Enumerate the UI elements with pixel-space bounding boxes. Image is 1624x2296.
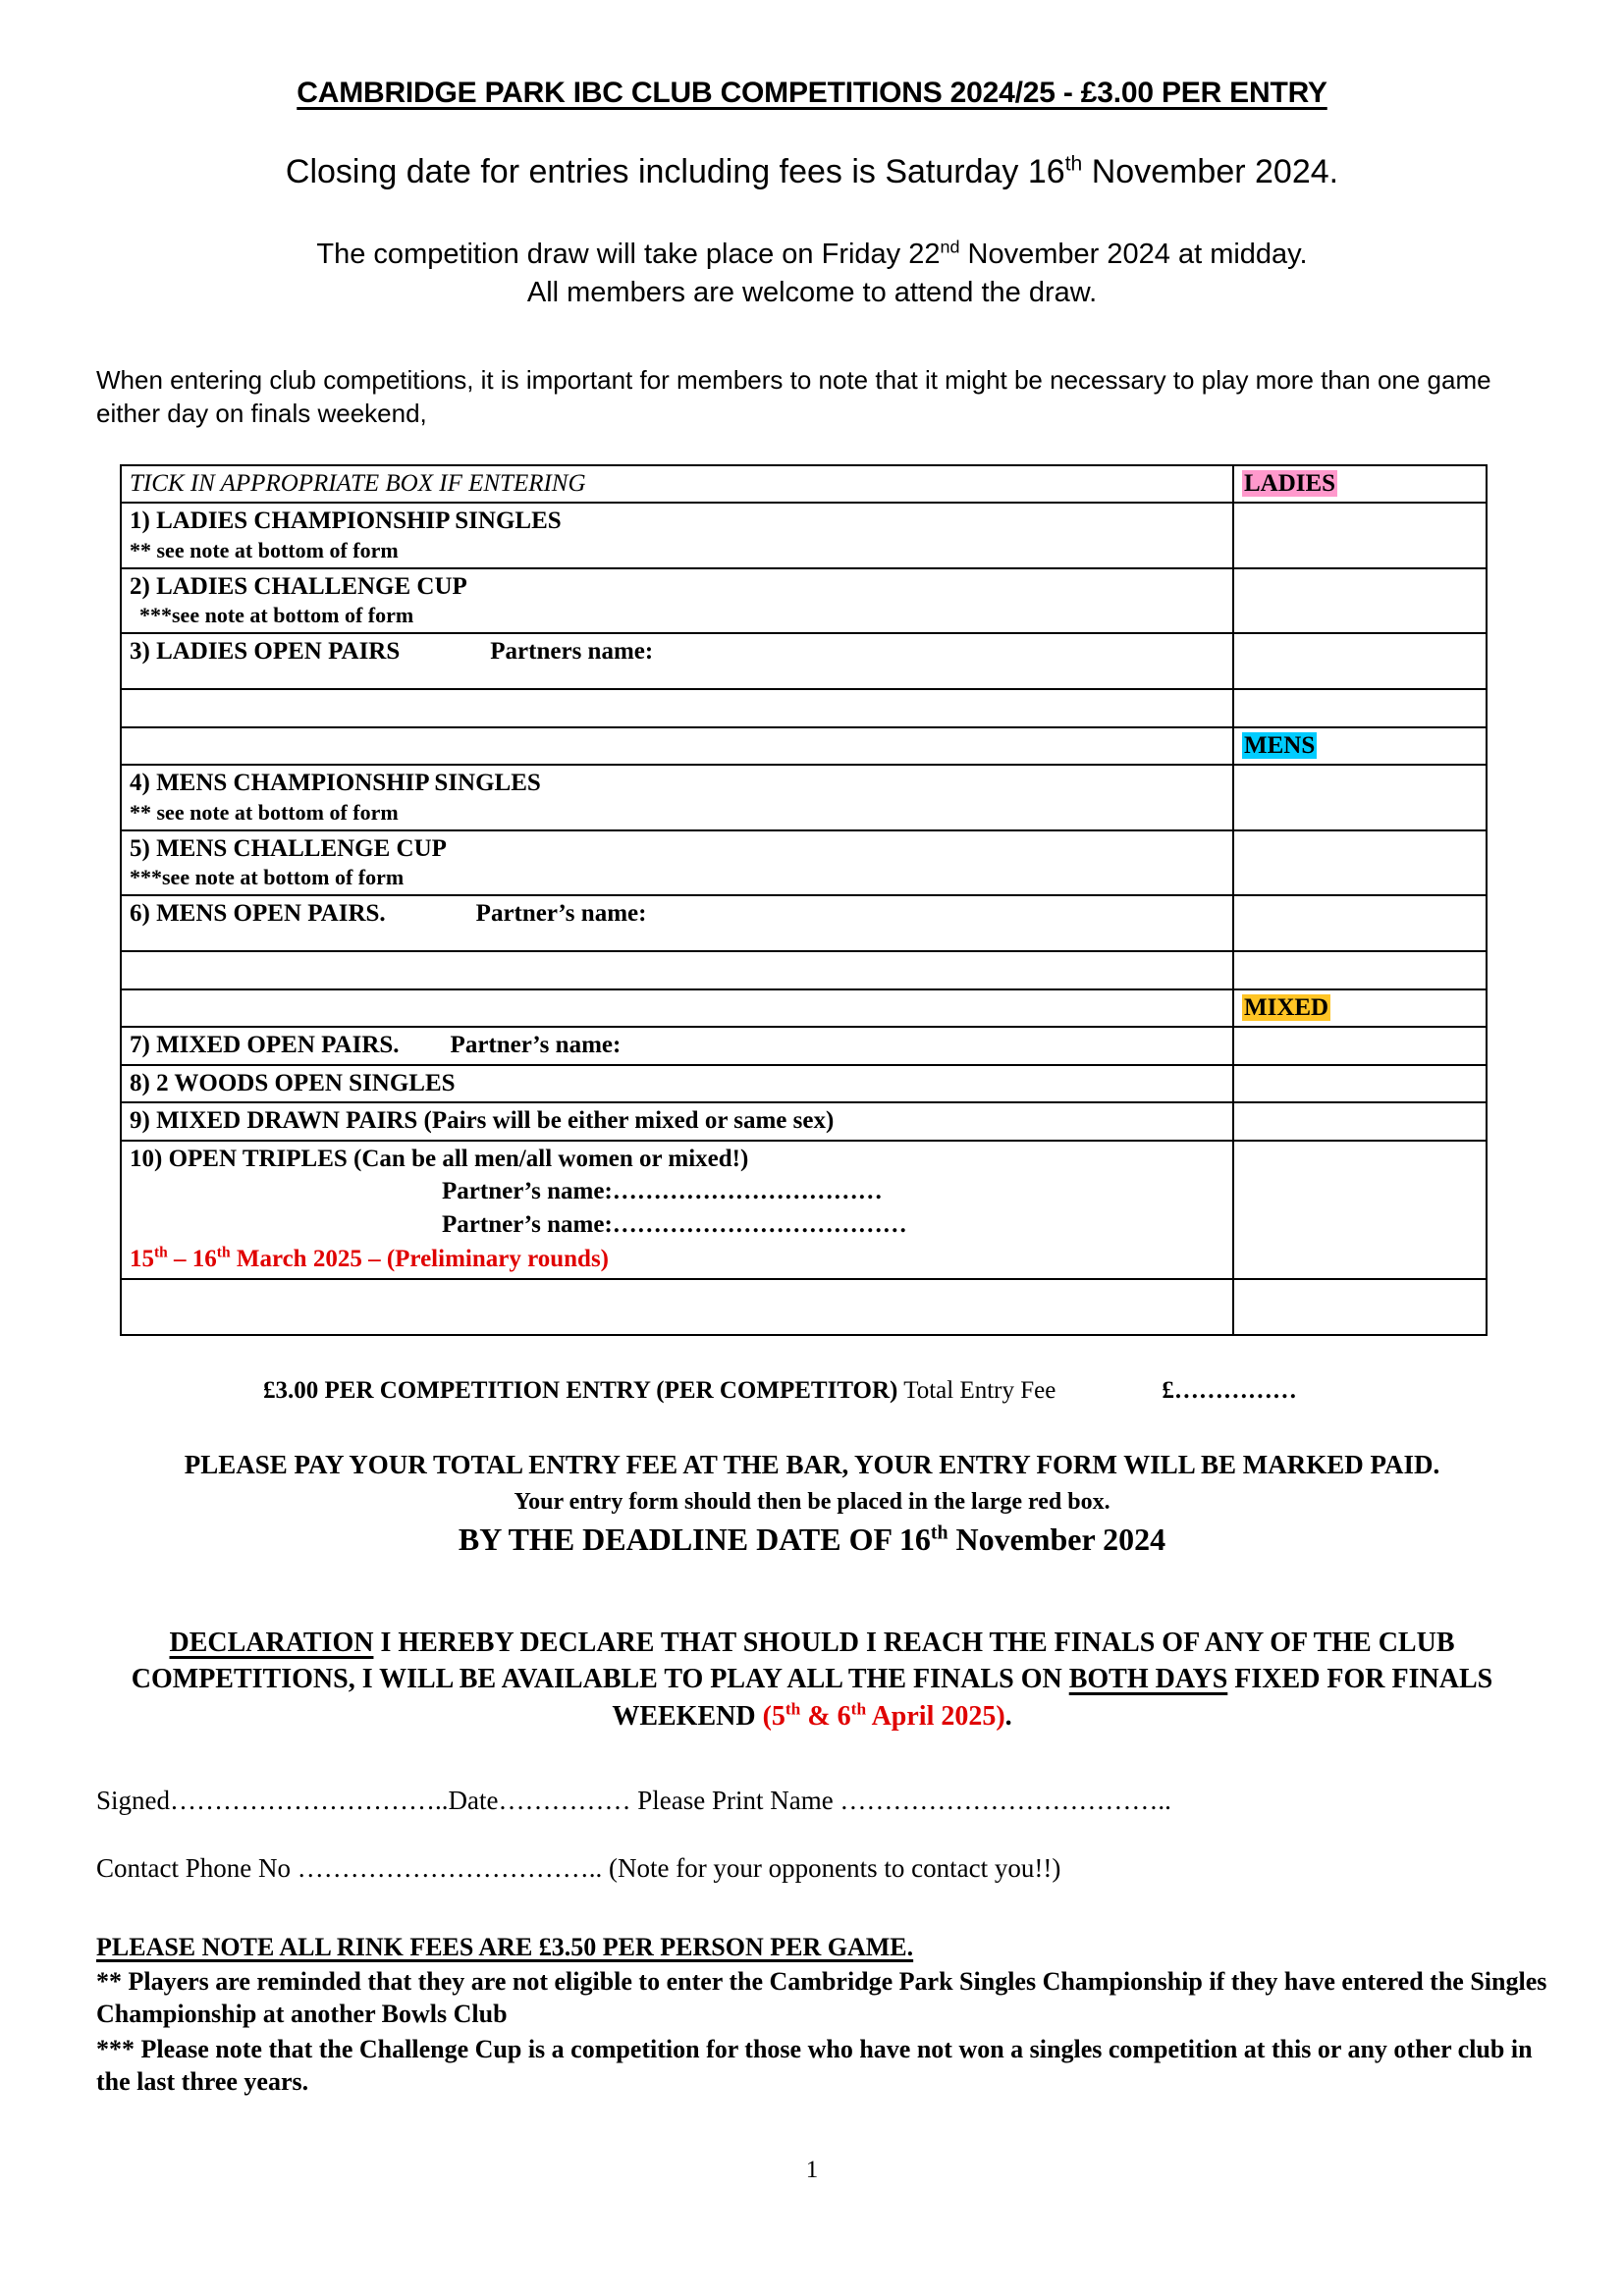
mixed-badge: MIXED — [1244, 993, 1329, 1021]
table-row — [121, 1141, 1487, 1279]
draw-date-text: The competition draw will take place on Friday 22 — [316, 238, 941, 270]
competition-entry-table — [120, 464, 1488, 1336]
finals-date-end-ordinal: th — [850, 1699, 867, 1719]
closing-date-line — [0, 109, 1624, 192]
table-row — [121, 727, 1487, 766]
row-6-tickbox[interactable] — [1233, 895, 1487, 951]
row-10-partner-field-2[interactable]: Partner’s name:……………………………… — [442, 1210, 907, 1238]
row-9-tickbox[interactable] — [1233, 1102, 1487, 1141]
table-row — [121, 765, 1487, 829]
red-box-instruction: Your entry form should then be placed in the large red box. — [514, 1489, 1110, 1516]
table-row — [121, 1102, 1487, 1141]
row-3-tickbox[interactable] — [1233, 633, 1487, 689]
ladies-badge: LADIES — [1244, 469, 1336, 497]
row-4-tickbox[interactable] — [1233, 765, 1487, 829]
row-1-title: 1) LADIES CHAMPIONSHIP SINGLES — [130, 507, 562, 535]
intro-paragraph: When entering club competitions, it is important for members to note that it might be necessary to play more than one game either day on finals weekend, — [96, 365, 1491, 429]
row-3-partner-label: Partners name: — [490, 638, 654, 666]
prelim-date-start-ordinal: th — [154, 1244, 168, 1261]
page-title-text: CAMBRIDGE PARK IBC CLUB COMPETITIONS 2024/25 - £3.00 PER ENTRY — [297, 77, 1327, 109]
prelim-date-start: 15 — [130, 1246, 154, 1273]
table-row — [121, 503, 1487, 567]
row-3-ladies-open-pairs — [121, 633, 1233, 689]
draw-info — [0, 192, 1624, 312]
ladies-header-cell — [1233, 465, 1487, 504]
row-10-tickbox[interactable] — [1233, 1141, 1487, 1279]
finals-date-tail: April 2025) — [866, 1700, 1005, 1732]
row-1-ladies-championship-singles — [121, 503, 1233, 567]
row-6-title: 6) MENS OPEN PAIRS. — [130, 900, 386, 928]
table-row — [121, 830, 1487, 895]
table-row — [121, 1027, 1487, 1065]
total-entry-fee-label: Total Entry Fee — [903, 1376, 1056, 1404]
row-5-mens-challenge-cup — [121, 830, 1233, 895]
table-row — [121, 989, 1487, 1028]
spacer-cell-right-2 — [1233, 951, 1487, 989]
finals-date-mid: & 6 — [800, 1700, 851, 1732]
row-10-open-triples — [121, 1141, 1233, 1279]
finals-date-start: (5 — [762, 1700, 785, 1732]
signed-date-name-field[interactable]: Signed…………………………..Date…………… Please Print Name ……………………………….. — [96, 1785, 1171, 1815]
footnotes-block — [0, 1884, 1624, 2098]
prelim-date-tail: March 2025 – (Preliminary rounds) — [230, 1246, 609, 1273]
draw-date-line — [0, 236, 1624, 274]
deadline-tail: November 2024 — [947, 1522, 1166, 1558]
row-10-partner-field-1[interactable]: Partner’s name:…………………………… — [442, 1178, 883, 1205]
row-6-mens-open-pairs — [121, 895, 1233, 951]
row-10-title: 10) OPEN TRIPLES (Can be all men/all women or mixed!) — [130, 1145, 749, 1172]
closing-date-text: Closing date for entries including fees is Saturday 16 — [285, 153, 1065, 190]
mixed-header-cell — [1233, 989, 1487, 1028]
row-9-mixed-drawn-pairs — [121, 1102, 1233, 1141]
mens-header-cell — [1233, 727, 1487, 766]
row-4-title: 4) MENS CHAMPIONSHIP SINGLES — [130, 770, 541, 797]
table-header-row — [121, 465, 1487, 504]
spacer-cell-left-2 — [121, 951, 1233, 989]
row-5-tickbox[interactable] — [1233, 830, 1487, 895]
deadline-prefix: BY THE DEADLINE DATE OF 16 — [458, 1522, 931, 1558]
declaration-block — [0, 1558, 1624, 1735]
table-row — [121, 1065, 1487, 1103]
table-row — [121, 895, 1487, 951]
spacer-cell-right-1 — [1233, 689, 1487, 727]
table-header-left-cell — [121, 465, 1233, 504]
mixed-section-label-cell — [121, 989, 1233, 1028]
draw-welcome-line: All members are welcome to attend the draw. — [526, 276, 1098, 308]
declaration-heading: DECLARATION — [169, 1628, 374, 1659]
table-spacer-row — [121, 689, 1487, 727]
row-8-title: 8) 2 WOODS OPEN SINGLES — [130, 1069, 456, 1096]
contact-phone-field[interactable]: Contact Phone No …………………………….. (Note for your opponents to contact you!!) — [96, 1852, 1061, 1883]
entry-table-wrapper — [0, 431, 1624, 1336]
table-row — [121, 633, 1487, 689]
deadline-statement — [0, 1516, 1624, 1558]
table-footer-right — [1233, 1279, 1487, 1335]
row-7-mixed-open-pairs — [121, 1027, 1233, 1065]
finals-date-start-ordinal: th — [785, 1699, 801, 1719]
note-three-star: *** Please note that the Challenge Cup is a competition for those who have not won a singles competition at this or any other club in the last three years. — [96, 2034, 1533, 2096]
row-9-title: 9) MIXED DRAWN PAIRS (Pairs will be either mixed or same sex) — [130, 1107, 835, 1135]
row-1-note: ** see note at bottom of form — [130, 537, 399, 562]
note-two-star: ** Players are reminded that they are not eligible to enter the Cambridge Park Singles Championship if they have entered the Singles Championship at another Bowls Club — [96, 1967, 1547, 2029]
row-5-title: 5) MENS CHALLENGE CUP — [130, 834, 447, 862]
finals-weekend-date — [763, 1701, 1005, 1732]
rink-fees-note: PLEASE NOTE ALL RINK FEES ARE £3.50 PER PERSON PER GAME. — [96, 1932, 914, 1961]
row-6-partner-label: Partner’s name: — [475, 900, 647, 928]
page-number: 1 — [805, 2157, 819, 2184]
page-title — [0, 0, 1624, 109]
draw-date-tail: November 2024 at midday. — [959, 238, 1308, 270]
per-entry-fee-label: £3.00 PER COMPETITION ENTRY (PER COMPETITOR) — [263, 1376, 898, 1404]
row-2-tickbox[interactable] — [1233, 568, 1487, 633]
row-5-note: ***see note at bottom of form — [130, 865, 405, 890]
row-1-tickbox[interactable] — [1233, 503, 1487, 567]
row-2-note: ***see note at bottom of form — [139, 603, 414, 628]
row-2-ladies-challenge-cup — [121, 568, 1233, 633]
row-7-tickbox[interactable] — [1233, 1027, 1487, 1065]
closing-date-ordinal: th — [1064, 152, 1083, 176]
draw-date-ordinal: nd — [940, 237, 960, 257]
row-7-partner-label: Partner’s name: — [450, 1032, 622, 1059]
row-8-tickbox[interactable] — [1233, 1065, 1487, 1103]
spacer-cell-left-1 — [121, 689, 1233, 727]
row-8-two-woods-open-singles — [121, 1065, 1233, 1103]
declaration-period: . — [1004, 1700, 1012, 1732]
declaration-body-1: I HEREBY DECLARE THAT SHOULD I REACH THE FINALS OF ANY OF THE CLUB COMPETITIONS, I WILL BE AVAILABLE TO PLAY ALL THE FINALS ON — [131, 1628, 1455, 1695]
row-7-title: 7) MIXED OPEN PAIRS. — [130, 1032, 400, 1059]
deadline-ordinal: th — [930, 1522, 948, 1544]
row-4-mens-championship-singles — [121, 765, 1233, 829]
table-row — [121, 568, 1487, 633]
total-entry-fee-line — [0, 1336, 1624, 1408]
total-entry-fee-field[interactable]: £…………… — [1162, 1376, 1297, 1404]
mens-section-label-cell — [121, 727, 1233, 766]
prelim-date-end-ordinal: th — [216, 1244, 231, 1261]
mens-badge: MENS — [1244, 731, 1316, 759]
closing-date-tail: November 2024. — [1082, 153, 1339, 190]
table-footer-row — [121, 1279, 1487, 1335]
row-4-note: ** see note at bottom of form — [130, 799, 399, 825]
preliminary-rounds-note — [130, 1245, 1224, 1274]
tick-instruction-label: TICK IN APPROPRIATE BOX IF ENTERING — [130, 469, 586, 497]
row-2-title: 2) LADIES CHALLENGE CUP — [130, 572, 467, 600]
payment-instruction: PLEASE PAY YOUR TOTAL ENTRY FEE AT THE BAR, YOUR ENTRY FORM WILL BE MARKED PAID. — [184, 1450, 1440, 1480]
declaration-body-2: FIXED FOR FINALS WEEKEND — [612, 1664, 1493, 1732]
table-spacer-row — [121, 951, 1487, 989]
table-footer-left — [121, 1279, 1233, 1335]
row-3-title: 3) LADIES OPEN PAIRS — [130, 638, 401, 666]
prelim-date-mid: – 16 — [167, 1246, 217, 1273]
rink-fees-note-wrapper — [96, 1931, 1555, 1963]
both-days-emphasis: BOTH DAYS — [1068, 1664, 1228, 1695]
